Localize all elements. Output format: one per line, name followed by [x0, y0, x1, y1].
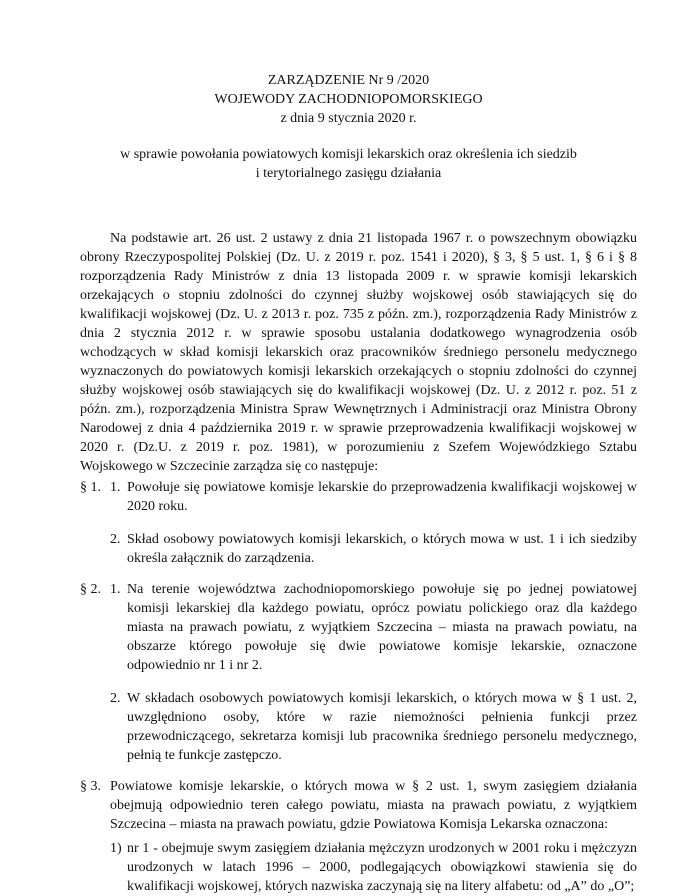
item-number: 1) — [110, 841, 122, 856]
item-number: 2. — [110, 532, 121, 547]
subject-line-2: i terytorialnego zasięgu działania — [255, 166, 442, 181]
document-header — [0, 71, 697, 128]
item-text: Powołuje się powiatowe komisje lekarskie do przeprowadzenia kwalifikacji wojskowej w 2020 roku. — [127, 480, 637, 514]
subject-line-1: w sprawie powołania powiatowych komisji lekarskich oraz określenia ich siedzib — [120, 147, 577, 162]
section-sign: § 3. — [80, 779, 101, 794]
issuer: WOJEWODY ZACHODNIOPOMORSKIEGO — [214, 92, 483, 107]
item-number: 1. — [110, 582, 121, 597]
document-subject — [0, 145, 697, 183]
item-number: 2. — [110, 691, 121, 706]
section-item — [110, 530, 637, 568]
section-1 — [80, 478, 637, 568]
section-item — [110, 689, 637, 765]
section-item — [110, 580, 637, 675]
section-sign: § 1. — [80, 480, 101, 495]
item-text: Skład osobowy powiatowych komisji lekarskich, o których mowa w ust. 1 i ich siedziby określa załącznik do zarządzenia. — [127, 532, 637, 566]
item-text: W składach osobowych powiatowych komisji lekarskich, o których mowa w § 1 ust. 2, uwzględniono osoby, które w razie niemożności pełnienia funkcji przez przewodniczącego, sekretarza komisji lub pracownika średniego personelu medycznego, pełnią te funkcje zastępczo. — [127, 691, 637, 763]
document-body — [80, 229, 637, 896]
section-subitem — [110, 839, 637, 896]
section-item — [110, 478, 637, 516]
section-text: Powiatowe komisje lekarskie, o których mowa w § 2 ust. 1, swym zasięgiem działania obejmują odpowiednio teren całego powiatu, miasta na prawach powiatu, z wyjątkiem Szczecina – miasta na prawach powiatu, gdzie Powiatowa Komisja Lekarska oznaczona: — [110, 779, 637, 832]
section-sign: § 2. — [80, 582, 101, 597]
item-text: Na terenie województwa zachodniopomorskiego powołuje się po jednej powiatowej komisji lekarskiej dla każdego powiatu, oprócz powiatu polickiego oraz dla każdego miasta na prawach powiatu, z wyjątkiem Szczecina – miasta na prawach powiatu, na obszarze którego powołuje się dwie powiatowe komisje lekarskie, oznaczone odpowiednio nr 1 i nr 2. — [127, 582, 637, 673]
item-text: nr 1 - obejmuje swym zasięgiem działania mężczyzn urodzonych w 2001 roku i mężczyzn urodzonych w latach 1996 – 2000, podlegających obowiązkowi stawienia się do kwalifikacji wojskowej, których nazwiska zaczynają się na litery alfabetu: od „A” do „O”; — [127, 841, 637, 894]
section-2 — [80, 580, 637, 765]
legal-basis-paragraph: Na podstawie art. 26 ust. 2 ustawy z dnia 21 listopada 1967 r. o powszechnym obowiązku obrony Rzeczypospolitej Polskiej (Dz. U. z 2019 r. poz. 1541 i 2020), § 3, § 5 ust. 1, § 6 i § 8 rozporządzenia Rady Ministrów z dnia 13 listopada 2009 r. w sprawie komisji lekarskich orzekających o stopniu zdolności do czynnej służby wojskowej osób stawiających się do kwalifikacji wojskowej (Dz. U. z 2013 r. poz. 735 z późn. zm.), rozporządzenia Rady Ministrów z dnia 2 stycznia 2012 r. w sprawie sposobu ustalania dodatkowego wynagrodzenia osób wchodzących w skład komisji lekarskich oraz pracowników średniego personelu medycznego wyznaczonych do powiatowych komisji lekarskich orzekających o stopniu zdolności do czynnej służby wojskowej osób stawiających się do kwalifikacji wojskowej (Dz. U. z 2012 r. poz. 51 z późn. zm.), rozporządzenia Ministra Spraw Wewnętrznych i Administracji oraz Ministra Obrony Narodowej z dnia 4 października 2019 r. w sprawie przeprowadzenia kwalifikacji wojskowej w 2020 r. (Dz.U. z 2019 r. poz. 1981), w porozumieniu z Szefem Wojewódzkiego Sztabu Wojskowego w Szczecinie zarządza się co następuje: — [80, 231, 637, 474]
ordinance-number: ZARZĄDZENIE Nr 9 /2020 — [267, 73, 430, 88]
item-number: 1. — [110, 480, 121, 495]
issue-date: z dnia 9 stycznia 2020 r. — [280, 111, 417, 126]
section-3 — [80, 777, 637, 896]
